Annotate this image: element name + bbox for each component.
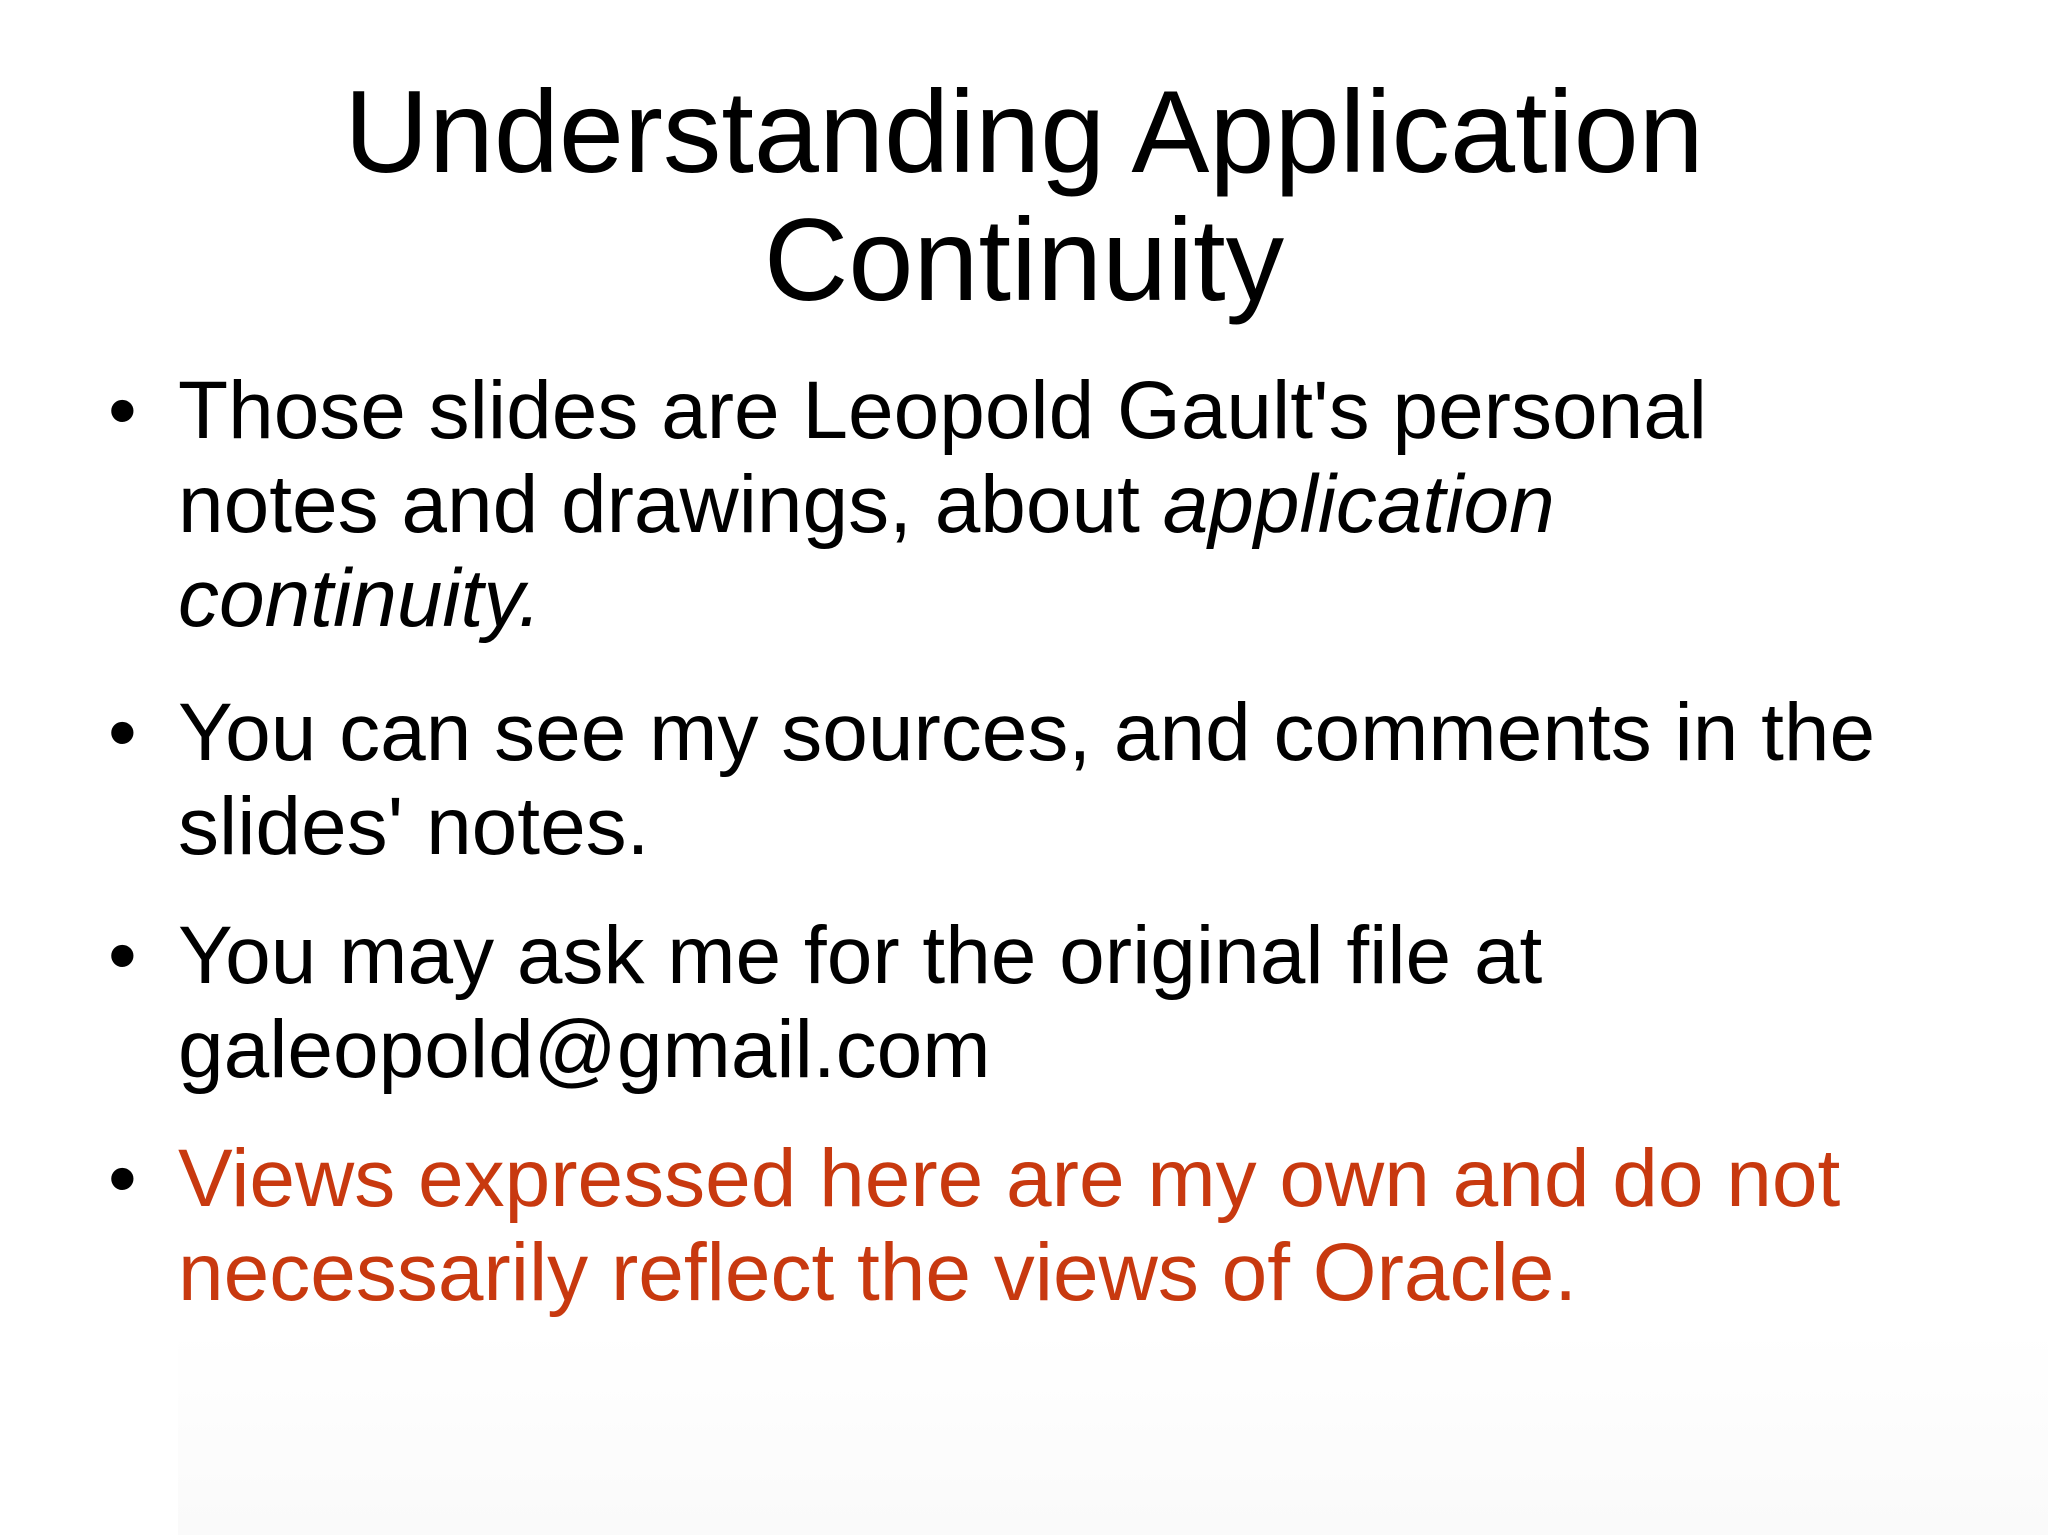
bullet-1-line-2 bbox=[178, 458, 1555, 552]
bullet-icon: • bbox=[108, 1133, 137, 1224]
bullet-2-line-1: You can see my sources, and comments in the bbox=[178, 687, 1876, 778]
bullet-icon: • bbox=[108, 687, 137, 778]
slide-title-line-2: Continuity bbox=[763, 194, 1285, 325]
bullet-4-line-2: necessarily reflect the views of Oracle. bbox=[178, 1227, 1578, 1318]
bullet-1-line-2-normal: notes and drawings, about bbox=[178, 459, 1163, 550]
bullet-4-line-1: Views expressed here are my own and do not bbox=[178, 1133, 1841, 1224]
bullet-1-line-2-italic: application bbox=[1162, 459, 1555, 550]
bullet-1-line-3-italic: continuity. bbox=[178, 553, 542, 644]
bullet-3-line-1: You may ask me for the original file at bbox=[178, 910, 1543, 1001]
bullet-icon: • bbox=[108, 910, 137, 1001]
bullet-1-line-1: Those slides are Leopold Gault's personal bbox=[178, 365, 1708, 456]
slide-title-line-1: Understanding Application bbox=[344, 66, 1704, 197]
bullet-icon: • bbox=[108, 365, 137, 456]
bullet-3-email[interactable]: galeopold@gmail.com bbox=[178, 1004, 991, 1095]
bullet-2-line-2: slides' notes. bbox=[178, 781, 650, 872]
background-shade bbox=[178, 1330, 2048, 1535]
